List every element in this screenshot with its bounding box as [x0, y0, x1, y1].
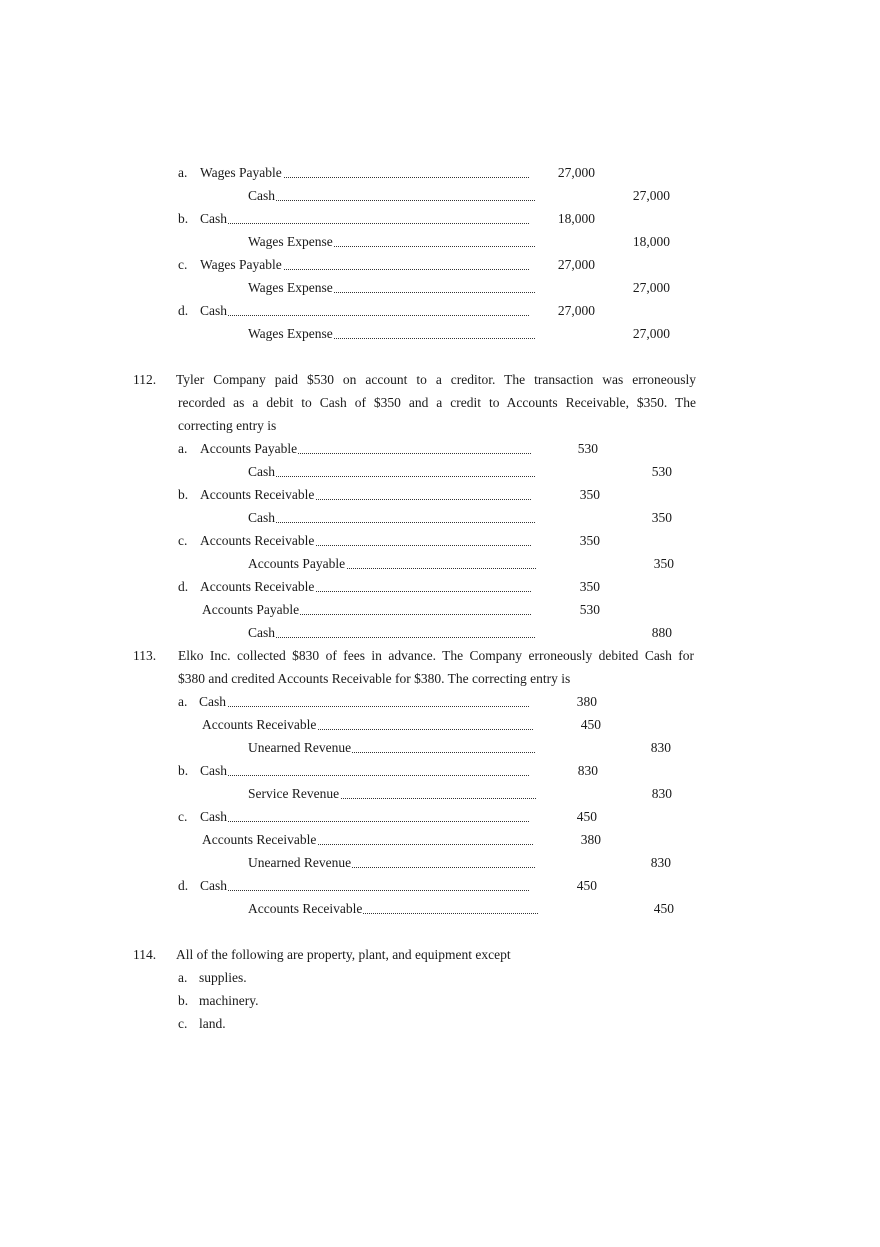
debit-account: Accounts Payable [200, 439, 531, 459]
question-number: 112. [133, 372, 157, 387]
debit-amount: 830 [577, 763, 598, 778]
credit-amount: 830 [650, 855, 671, 870]
credit-account: Accounts Receivable [248, 899, 538, 919]
debit-account: Accounts Receivable [202, 830, 533, 850]
debit-amount: 380 [580, 832, 601, 847]
debit-amount: 27,000 [557, 303, 595, 318]
credit-amount: 450 [653, 901, 674, 916]
debit-amount: 350 [579, 487, 600, 502]
debit-account: Wages Payable [200, 163, 529, 183]
credit-amount: 830 [650, 740, 671, 755]
credit-account: Cash [248, 186, 535, 206]
option-letter: a. [178, 694, 188, 709]
credit-account: Cash [248, 508, 535, 528]
credit-amount: 350 [653, 556, 674, 571]
debit-account: Cash [200, 209, 529, 229]
debit-amount: 27,000 [557, 257, 595, 272]
credit-amount: 880 [651, 625, 672, 640]
debit-amount: 350 [579, 579, 600, 594]
debit-amount: 18,000 [557, 211, 595, 226]
option-letter: b. [178, 993, 189, 1008]
option-letter: c. [178, 533, 188, 548]
credit-account: Wages Expense [248, 232, 535, 252]
question-text: $380 and credited Accounts Receivable for $380. The correcting entry is [178, 671, 571, 686]
question-text: Elko Inc. collected $830 of fees in advance. The Company erroneously debited Cash for [178, 648, 694, 663]
debit-account: Cash [200, 301, 529, 321]
option-letter: c. [178, 1016, 188, 1031]
option-letter: c. [178, 257, 188, 272]
option-letter: c. [178, 809, 188, 824]
question-number: 113. [133, 648, 157, 663]
debit-account: Cash [200, 807, 529, 827]
credit-amount: 350 [651, 510, 672, 525]
credit-account: Unearned Revenue [248, 738, 535, 758]
credit-amount: 530 [651, 464, 672, 479]
option-letter: d. [178, 878, 189, 893]
credit-amount: 27,000 [632, 280, 670, 295]
question-text: correcting entry is [178, 418, 277, 433]
debit-account: Wages Payable [200, 255, 529, 275]
option-letter: a. [178, 970, 188, 985]
debit-account: Cash [200, 876, 529, 896]
debit-amount: 380 [576, 694, 597, 709]
debit-account: Cash [199, 692, 529, 712]
option-letter: a. [178, 165, 188, 180]
debit-amount: 530 [579, 602, 600, 617]
option-letter: a. [178, 441, 188, 456]
debit-amount: 350 [579, 533, 600, 548]
credit-amount: 27,000 [632, 326, 670, 341]
credit-account: Wages Expense [248, 278, 535, 298]
debit-account: Accounts Receivable [200, 577, 531, 597]
question-text: recorded as a debit to Cash of $350 and a credit to Accounts Receivable, $350. The [178, 395, 696, 410]
credit-amount: 830 [651, 786, 672, 801]
option-text: machinery. [199, 993, 259, 1008]
question-text: Tyler Company paid $530 on account to a creditor. The transaction was erroneously [176, 372, 696, 387]
credit-account: Unearned Revenue [248, 853, 535, 873]
debit-amount: 530 [577, 441, 598, 456]
credit-account: Cash [248, 623, 535, 643]
debit-account: Accounts Payable [202, 600, 531, 620]
debit-amount: 27,000 [557, 165, 595, 180]
question-text: All of the following are property, plant, and equipment except [176, 947, 511, 962]
credit-account: Accounts Payable [248, 554, 536, 574]
option-text: land. [199, 1016, 226, 1031]
option-letter: d. [178, 579, 189, 594]
option-letter: b. [178, 211, 189, 226]
credit-account: Cash [248, 462, 535, 482]
debit-account: Accounts Receivable [200, 531, 531, 551]
debit-amount: 450 [580, 717, 601, 732]
credit-account: Wages Expense [248, 324, 535, 344]
debit-amount: 450 [576, 878, 597, 893]
question-number: 114. [133, 947, 157, 962]
credit-amount: 18,000 [632, 234, 670, 249]
debit-account: Cash [200, 761, 529, 781]
debit-account: Accounts Receivable [200, 485, 531, 505]
debit-amount: 450 [576, 809, 597, 824]
option-letter: d. [178, 303, 189, 318]
option-letter: b. [178, 487, 189, 502]
credit-amount: 27,000 [632, 188, 670, 203]
debit-account: Accounts Receivable [202, 715, 533, 735]
credit-account: Service Revenue [248, 784, 536, 804]
option-letter: b. [178, 763, 189, 778]
option-text: supplies. [199, 970, 247, 985]
